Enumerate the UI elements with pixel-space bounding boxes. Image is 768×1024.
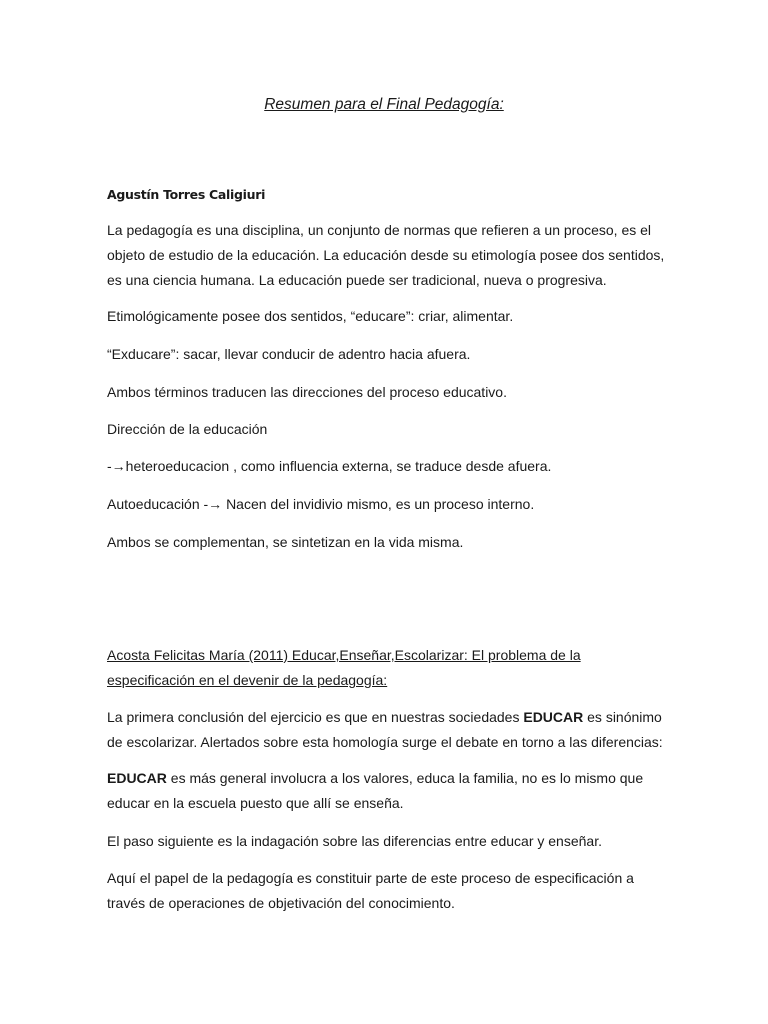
paragraph-line [107,766,667,791]
reference-heading-line: especificación en el devenir de la pedagogía: [107,672,388,688]
paragraph-line: Aquí el papel de la pedagogía es constituir parte de este proceso de especificación a [107,870,634,886]
text-run: es sinónimo [583,709,662,725]
paragraph-line: La pedagogía es una disciplina, un conjunto de normas que refieren a un proceso, es el [107,222,652,238]
paragraph-conclusion [107,705,667,755]
bold-term: EDUCAR [523,709,584,725]
text-run: La primera conclusión del ejercicio es que en nuestras sociedades [107,709,524,725]
paragraph-line [107,705,667,730]
paragraph-line: de escolarizar. Alertados sobre esta homología surge el debate en torno a las diferencias: [107,734,663,750]
paragraph-autoeducation: Autoeducación -→ Nacen del invidivio mismo, es un proceso interno. [107,496,535,512]
paragraph-definition [107,218,667,293]
paragraph-educar [107,766,667,816]
text-run: es más general involucra a los valores, educa la familia, no es lo mismo que [166,770,644,786]
bold-term: EDUCAR [107,770,167,786]
paragraph-direction-heading: Dirección de la educación [107,421,268,437]
paragraph-line: educar en la escuela puesto que allí se enseña. [107,795,404,811]
paragraph-etymology: Etimológicamente posee dos sentidos, “educare”: criar, alimentar. [107,308,514,324]
author-name: Agustín Torres Caligiuri [107,187,266,202]
paragraph-directions: Ambos términos traducen las direcciones del proceso educativo. [107,384,507,400]
paragraph-line: es una ciencia humana. La educación puede ser tradicional, nueva o progresiva. [107,272,607,288]
reference-heading [107,643,667,693]
paragraph-heteroeducation: -→heteroeducacion , como influencia externa, se traduce desde afuera. [107,458,552,474]
paragraph-exducare: “Exducare”: sacar, llevar conducir de adentro hacia afuera. [107,346,471,362]
paragraph-line: objeto de estudio de la educación. La educación desde su etimología posee dos sentidos, [107,247,665,263]
paragraph-line: través de operaciones de objetivación del conocimiento. [107,895,455,911]
reference-heading-line: Acosta Felicitas María (2011) Educar,Enseñar,Escolarizar: El problema de la [107,647,581,663]
document-title: Resumen para el Final Pedagogía: [264,96,504,113]
paragraph-next-step: El paso siguiente es la indagación sobre las diferencias entre educar y enseñar. [107,833,602,849]
paragraph-complement: Ambos se complementan, se sintetizan en la vida misma. [107,534,464,550]
paragraph-pedagogy-role [107,866,667,916]
